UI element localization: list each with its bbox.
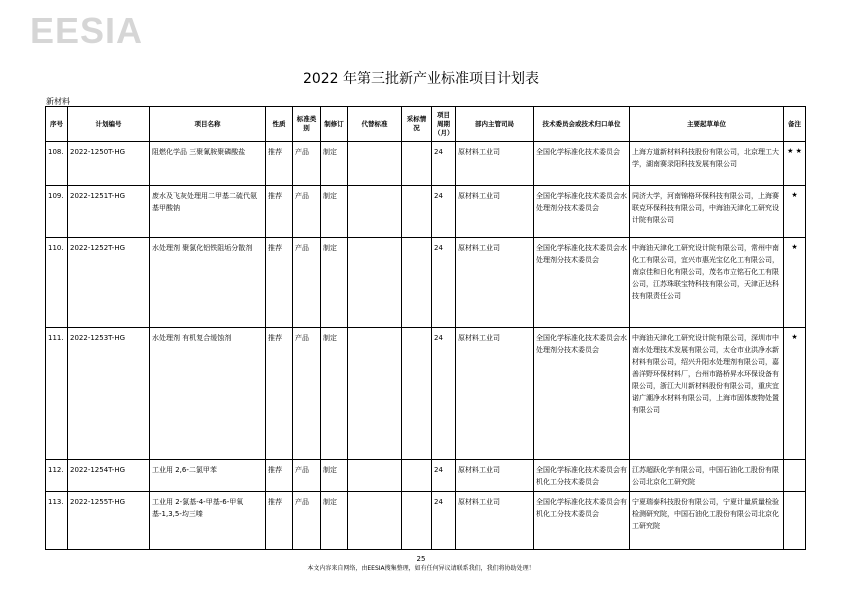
cell-revision: 制定 — [321, 328, 348, 460]
cell-category: 产品 — [293, 328, 321, 460]
cell-name: 工业用 2,6-二氯甲苯 — [150, 460, 266, 492]
footer-note: 本文内容来自网络，由EESIA搜集整理，如有任何异议请联系我们，我们将协助处理！ — [307, 565, 535, 572]
cell-period: 24 — [432, 186, 456, 238]
col-header-revision: 制修订 — [321, 107, 348, 142]
cell-category: 产品 — [293, 460, 321, 492]
cell-nature: 推荐 — [266, 328, 293, 460]
col-header-dept: 部内主管司局 — [456, 107, 534, 142]
cell-replace — [348, 492, 402, 550]
cell-dept: 原材料工业司 — [456, 460, 534, 492]
cell-adopt — [402, 238, 432, 328]
cell-drafters: 江苏超跃化学有限公司，中国石油化工股份有限公司北京化工研究院 — [630, 460, 784, 492]
cell-drafters: 同济大学，河南锦格环保科技有限公司，上海赛联克环保科技有限公司，中海油天津化工研究设计院有限公司 — [630, 186, 784, 238]
document-title: 2022 年第三批新产业标准项目计划表 — [302, 71, 540, 87]
cell-nature: 推荐 — [266, 460, 293, 492]
col-header-category: 标准类别 — [293, 107, 321, 142]
cell-seq: 109. — [46, 186, 68, 238]
cell-revision: 制定 — [321, 186, 348, 238]
table-row — [46, 186, 806, 238]
cell-dept: 原材料工业司 — [456, 142, 534, 186]
table-row — [46, 460, 806, 492]
cell-revision: 制定 — [321, 142, 348, 186]
col-header-drafters: 主要起草单位 — [630, 107, 784, 142]
cell-remark: ★ — [784, 328, 806, 460]
col-header-plan-no: 计划编号 — [68, 107, 150, 142]
cell-adopt — [402, 328, 432, 460]
cell-revision: 制定 — [321, 460, 348, 492]
cell-name: 废水及飞灰处理用二甲基二硫代氨基甲酸钠 — [150, 186, 266, 238]
cell-seq: 112. — [46, 460, 68, 492]
cell-remark — [784, 460, 806, 492]
cell-plan-no: 2022-1251T-HG — [68, 186, 150, 238]
col-header-replace: 代替标准 — [348, 107, 402, 142]
eesia-watermark: EESIA — [30, 10, 144, 51]
page-number: 25 — [416, 555, 426, 563]
cell-replace — [348, 186, 402, 238]
cell-drafters: 中海油天津化工研究设计院有限公司，常州中南化工有限公司，宜兴市惠光宝亿化工有限公司，南京佳和日化有限公司，茂名市立铭石化工有限公司，江苏珠联宝特科技有限公司，天津正达科技有限责任公司 — [630, 238, 784, 328]
cell-category: 产品 — [293, 492, 321, 550]
cell-committee: 全国化学标准化技术委员会水处理剂分技术委员会 — [534, 238, 630, 328]
cell-name: 工业用 2-氯基-4-甲基-6-甲氧基-1,3,5-均三嗪 — [150, 492, 266, 550]
cell-name: 阻燃化学品 三聚氰胺聚磷酸盐 — [150, 142, 266, 186]
cell-drafters: 中海油天津化工研究设计院有限公司，深圳市中南水处理技术发展有限公司，太仓市业洪净水新材料有限公司，绍兴升阳水处理剂有限公司，嘉善洋野环保材料厂，台州市路桥昇水环保设备有限公司，浙江大川新材料股份有限公司，重庆宜诺广潮净水材料有限公司，上海市固体废物处置有限公司 — [630, 328, 784, 460]
cell-remark: ★ ★ — [784, 142, 806, 186]
table-row — [46, 328, 806, 460]
cell-dept: 原材料工业司 — [456, 328, 534, 460]
cell-dept: 原材料工业司 — [456, 186, 534, 238]
table-row — [46, 492, 806, 550]
cell-adopt — [402, 460, 432, 492]
cell-committee: 全国化学标准化技术委员会水处理剂分技术委员会 — [534, 186, 630, 238]
table-row — [46, 142, 806, 186]
cell-dept: 原材料工业司 — [456, 238, 534, 328]
col-header-seq: 序号 — [46, 107, 68, 142]
cell-seq: 110. — [46, 238, 68, 328]
cell-plan-no: 2022-1255T-HG — [68, 492, 150, 550]
cell-committee: 全国化学标准化技术委员会有机化工分技术委员会 — [534, 460, 630, 492]
cell-replace — [348, 460, 402, 492]
cell-replace — [348, 238, 402, 328]
col-header-adopt: 采标情况 — [402, 107, 432, 142]
cell-category: 产品 — [293, 186, 321, 238]
cell-seq: 111. — [46, 328, 68, 460]
cell-nature: 推荐 — [266, 142, 293, 186]
cell-plan-no: 2022-1254T-HG — [68, 460, 150, 492]
cell-replace — [348, 328, 402, 460]
cell-committee: 全国化学标准化技术委员会水处理剂分技术委员会 — [534, 328, 630, 460]
cell-period: 24 — [432, 328, 456, 460]
cell-period: 24 — [432, 238, 456, 328]
cell-remark: ★ — [784, 238, 806, 328]
section-label: 新材料 — [46, 97, 70, 106]
col-header-name: 项目名称 — [150, 107, 266, 142]
cell-remark — [784, 492, 806, 550]
cell-dept: 原材料工业司 — [456, 492, 534, 550]
standards-plan-table — [45, 106, 806, 550]
cell-drafters: 上海方道新材料科技股份有限公司，北京理工大学，湖南赛录阳科技发展有限公司 — [630, 142, 784, 186]
cell-name: 水处理剂 有机复合缓蚀剂 — [150, 328, 266, 460]
cell-adopt — [402, 492, 432, 550]
table-header-row — [46, 107, 806, 142]
col-header-committee: 技术委员会或技术归口单位 — [534, 107, 630, 142]
cell-nature: 推荐 — [266, 186, 293, 238]
cell-adopt — [402, 186, 432, 238]
cell-name: 水处理剂 聚氯化铝铁阻垢分散剂 — [150, 238, 266, 328]
col-header-nature: 性质 — [266, 107, 293, 142]
cell-period: 24 — [432, 142, 456, 186]
col-header-period: 项目周期（月） — [432, 107, 456, 142]
cell-adopt — [402, 142, 432, 186]
cell-category: 产品 — [293, 142, 321, 186]
table-row — [46, 238, 806, 328]
cell-revision: 制定 — [321, 238, 348, 328]
cell-seq: 108. — [46, 142, 68, 186]
col-header-remark: 备注 — [784, 107, 806, 142]
cell-remark: ★ — [784, 186, 806, 238]
cell-nature: 推荐 — [266, 238, 293, 328]
cell-committee: 全国化学标准化技术委员会有机化工分技术委员会 — [534, 492, 630, 550]
cell-plan-no: 2022-1252T-HG — [68, 238, 150, 328]
cell-seq: 113. — [46, 492, 68, 550]
cell-committee: 全国化学标准化技术委员会 — [534, 142, 630, 186]
cell-plan-no: 2022-1253T-HG — [68, 328, 150, 460]
cell-drafters: 宁夏瑞泰科技股份有限公司，宁夏计量质量检验检测研究院，中国石油化工股份有限公司北京化工研究院 — [630, 492, 784, 550]
cell-revision: 制定 — [321, 492, 348, 550]
cell-period: 24 — [432, 492, 456, 550]
cell-category: 产品 — [293, 238, 321, 328]
cell-replace — [348, 142, 402, 186]
cell-plan-no: 2022-1250T-HG — [68, 142, 150, 186]
cell-nature: 推荐 — [266, 492, 293, 550]
cell-period: 24 — [432, 460, 456, 492]
